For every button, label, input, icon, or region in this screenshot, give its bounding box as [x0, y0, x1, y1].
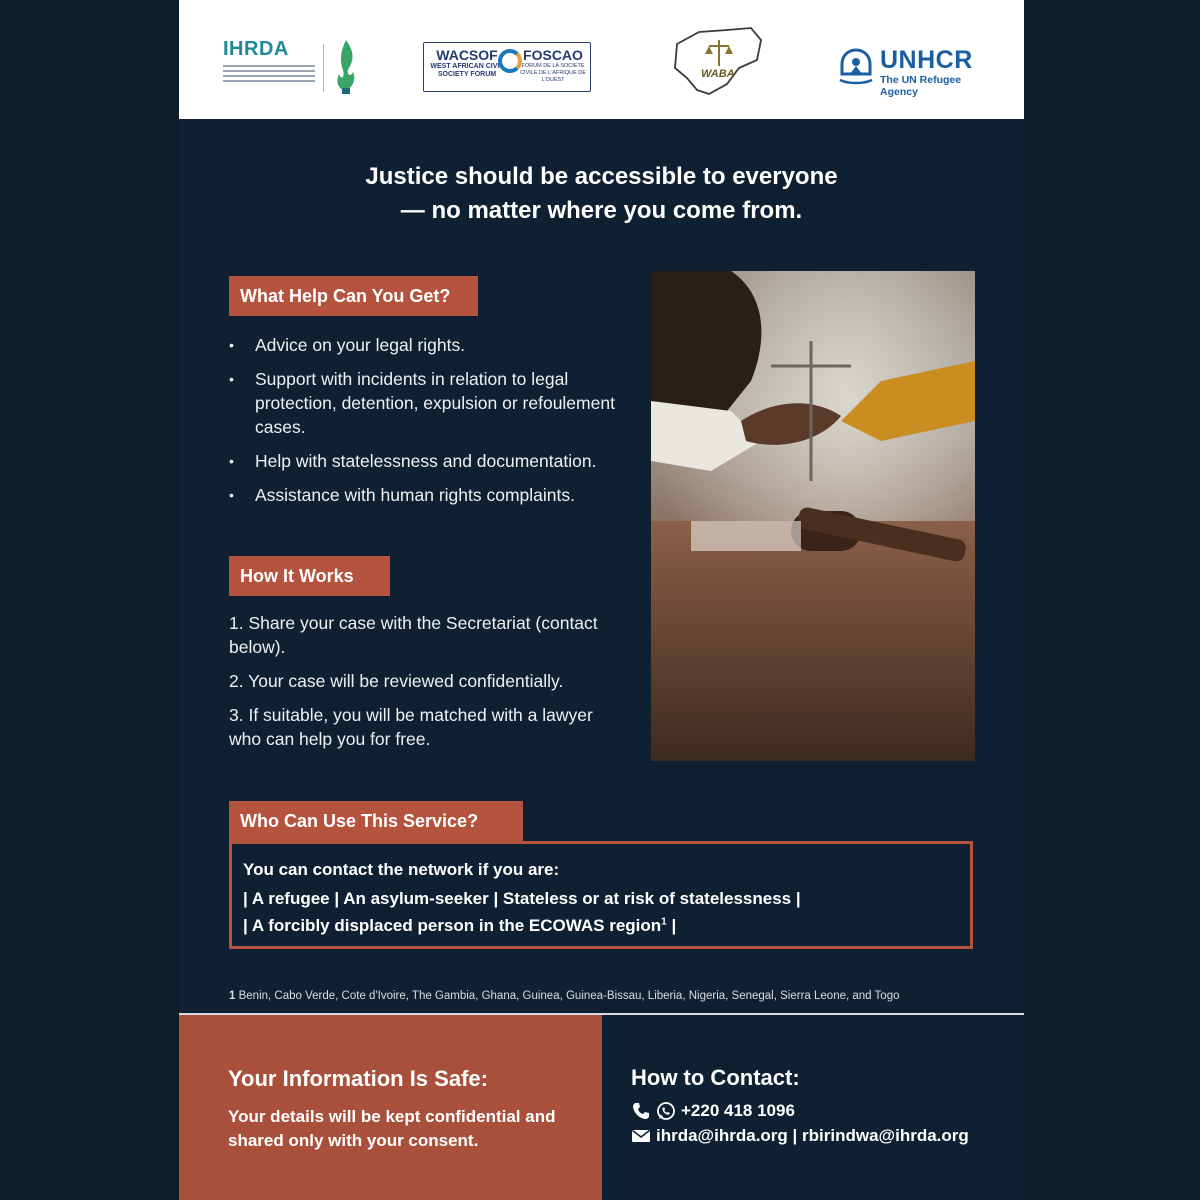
unhcr-tagline: The UN Refugee Agency	[880, 74, 962, 98]
unhcr-logo	[836, 44, 986, 98]
contact-email-row[interactable]	[631, 1126, 969, 1146]
headline-line-1: Justice should be accessible to everyone	[365, 163, 838, 190]
partner-logo-bar	[179, 0, 1024, 119]
privacy-heading: Your Information Is Safe:	[228, 1066, 488, 1091]
whatsapp-icon	[656, 1101, 676, 1121]
eligibility-line-2: | A refugee | An asylum-seeker | Stateless or at risk of statelessness |	[243, 889, 801, 908]
eligibility-box	[229, 841, 973, 949]
unhcr-emblem-icon	[836, 44, 876, 86]
footnote: 1 Benin, Cabo Verde, Cote d'Ivoire, The Gambia, Ghana, Guinea, Guinea-Bissau, Liberia, Nigeria, Senegal, Sierra Leone, and Togo	[229, 990, 900, 1002]
phone-icon	[631, 1101, 651, 1121]
envelope-icon	[631, 1126, 651, 1146]
foscao-subtitle: FORUM DE LA SOCIETE CIVILE DE L'AFRIQUE DE L'OUEST	[520, 63, 586, 83]
step-item: 2. Your case will be reviewed confidentially.	[229, 671, 564, 691]
flyer-page	[179, 0, 1024, 1200]
step-item: 1. Share your case with the Secretariat (contact below).	[229, 613, 598, 657]
list-item: • Support with incidents in relation to legal protection, detention, expulsion or refoulement cases.	[229, 369, 615, 437]
waba-logo	[669, 24, 769, 102]
wacsof-title: WACSOF	[436, 47, 498, 63]
unhcr-name: UNHCR	[880, 46, 973, 74]
ring-icon	[498, 49, 522, 73]
waba-logo-text: WABA	[701, 68, 735, 80]
privacy-text: Your details will be kept confidential and shared only with your consent.	[228, 1107, 556, 1150]
foscao-title: FOSCAO	[523, 47, 583, 63]
contact-panel	[602, 1015, 1024, 1200]
handshake-photo	[651, 271, 975, 761]
headline-line-2: — no matter where you come from.	[400, 197, 803, 224]
wacsof-subtitle: WEST AFRICAN CIVIL SOCIETY FORUM	[430, 63, 504, 78]
eligibility-line-3: | A forcibly displaced person in the ECOWAS region$^1$ |	[243, 916, 677, 935]
west-africa-map-icon	[669, 24, 769, 102]
list-item: • Help with statelessness and documentation.	[229, 451, 597, 471]
list-item: • Assistance with human rights complaints.	[229, 485, 575, 505]
how-heading: How It Works	[229, 556, 390, 596]
who-heading: Who Can Use This Service?	[229, 801, 523, 841]
ihrda-logo	[223, 38, 363, 98]
headline	[179, 160, 1024, 228]
help-list	[227, 333, 647, 517]
contact-phone-row[interactable]	[631, 1101, 795, 1121]
contact-heading: How to Contact:	[631, 1065, 800, 1090]
flame-icon	[333, 38, 359, 96]
step-item: 3. If suitable, you will be matched with a lawyer who can help you for free.	[229, 705, 593, 749]
contact-phone[interactable]: +220 418 1096	[681, 1101, 795, 1120]
how-steps	[229, 611, 609, 761]
ihrda-logo-text: IHRDA	[223, 38, 289, 60]
eligibility-intro: You can contact the network if you are:	[243, 860, 560, 879]
contact-email[interactable]: ihrda@ihrda.org | rbirindwa@ihrda.org	[656, 1126, 969, 1145]
help-heading: What Help Can You Get?	[229, 276, 478, 316]
list-item: • Advice on your legal rights.	[229, 335, 466, 355]
privacy-panel	[179, 1015, 602, 1200]
wacsof-foscao-logo	[423, 42, 591, 92]
